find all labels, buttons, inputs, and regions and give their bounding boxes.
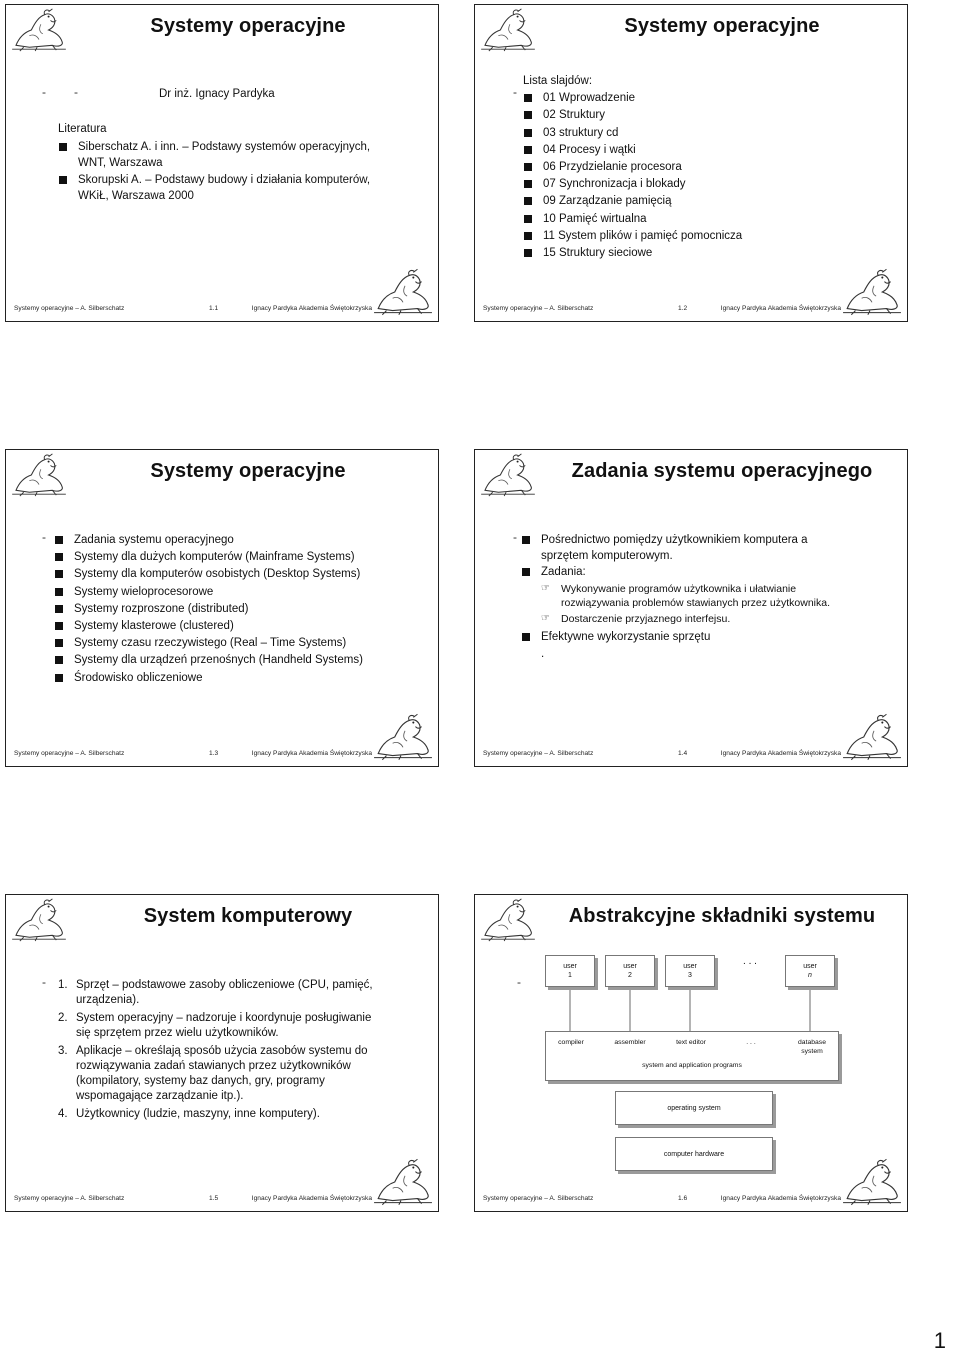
dash-mark: - [513, 530, 517, 544]
user-number: 2 [628, 972, 632, 979]
user-number: 3 [688, 972, 692, 979]
slide-title: Zadania systemu operacyjnego [571, 460, 873, 482]
slide-title: Abstrakcyjne składniki systemu [568, 905, 876, 927]
dash-mark: - [42, 85, 46, 99]
pointing-hand-icon: ☞ [541, 583, 550, 594]
slide-author: Dr inż. Ignacy Pardyka [159, 88, 275, 100]
sub-item [541, 612, 857, 626]
page-number: 1 [933, 1328, 946, 1353]
literature-heading: Literatura [58, 123, 107, 135]
footer-source: Systemy operacyjne – A. Silberschatz [14, 1195, 125, 1202]
numbered-item [58, 978, 378, 1008]
bullet-item: 15 Struktury sieciowe [523, 245, 837, 262]
user-box [545, 955, 595, 987]
slide-title: Systemy operacyjne [624, 15, 820, 37]
slide-1 [5, 4, 439, 322]
item-number: 3. [58, 1045, 68, 1057]
slide-list-heading: Lista slajdów: [523, 75, 593, 87]
app-assembler: assembler [614, 1039, 646, 1046]
bullet-item: 01 Wprowadzenie [523, 90, 837, 107]
users-ellipsis: . . . [743, 956, 757, 967]
sub-item-text: Wykonywanie programów użytkownika i ułatwianie rozwiązywania problemów stawianych przez użytkownika. [561, 583, 831, 609]
numbered-item [58, 1011, 378, 1041]
dinosaur-logo-icon [9, 7, 69, 53]
slide-3 [5, 449, 439, 767]
bullet-item: Systemy wieloprocesorowe [54, 584, 398, 601]
bullet-item: Efektywne wykorzystanie sprzętu [521, 629, 857, 645]
bullet-item: Pośrednictwo pomiędzy użytkownikiem komputera a sprzętem komputerowym. [521, 532, 857, 564]
footer-author: Ignacy Pardyka Akademia Świętokrzyska [251, 1195, 372, 1202]
sub-item [541, 582, 857, 610]
footer-slide-number: 1.6 [678, 1195, 688, 1202]
slide-footer [14, 305, 430, 315]
pointing-hand-icon: ☞ [541, 613, 550, 624]
item-text: Aplikacje – określają sposób użycia zasobów systemu do rozwiązywania zadań stawianych przez użytkowników (kompilatory, systemy baz danych, gry, programy wspomagające zarządzanie itp.). [76, 1045, 368, 1102]
user-label: user [683, 963, 697, 970]
dash-mark: - [42, 975, 46, 989]
footer-slide-number: 1.5 [209, 1195, 219, 1202]
bullet-item: Zadania systemu operacyjnego [54, 532, 398, 549]
user-label: user [623, 963, 637, 970]
bullet-item: Systemy dla urządzeń przenośnych (Handheld Systems) [54, 652, 398, 669]
bullet-item: Środowisko obliczeniowe [54, 670, 398, 687]
user-box [785, 955, 835, 987]
dash-mark: - [74, 85, 78, 99]
bullet-item: 10 Pamięć wirtualna [523, 211, 837, 228]
slide-footer [14, 1195, 430, 1205]
application-layer-label: system and application programs [642, 1062, 742, 1069]
user-number: n [808, 972, 812, 979]
item-number: 1. [58, 979, 68, 991]
footer-slide-number: 1.2 [678, 305, 688, 312]
slide-6 [474, 894, 908, 1212]
sub-item-text: Dostarczenie przyjaznego interfejsu. [561, 613, 731, 625]
footer-source: Systemy operacyjne – A. Silberschatz [14, 750, 125, 757]
user-label: user [803, 963, 817, 970]
bullet-item: 06 Przydzielanie procesora [523, 159, 837, 176]
bullet-item: 09 Zarządzanie pamięcią [523, 193, 837, 210]
app-compiler: compiler [558, 1039, 584, 1046]
bullet-item: Siberschatz A. i inn. – Podstawy systemów operacyjnych, WNT, Warszawa [58, 139, 388, 172]
item-number: 4. [58, 1108, 68, 1120]
slide-title: Systemy operacyjne [150, 460, 346, 482]
slide-footer [483, 305, 899, 315]
dinosaur-logo-icon [9, 452, 69, 498]
footer-slide-number: 1.3 [209, 750, 219, 757]
bullet-item: Skorupski A. – Podstawy budowy i działania komputerów, WKiŁ, Warszawa 2000 [58, 172, 388, 205]
numbered-item [58, 1107, 378, 1122]
slide-5 [5, 894, 439, 1212]
item-text: Użytkownicy (ludzie, maszyny, inne komputery). [76, 1108, 320, 1120]
footer-author: Ignacy Pardyka Akademia Świętokrzyska [251, 305, 372, 312]
bullet-item: Systemy dla komputerów osobistych (Desktop Systems) [54, 566, 398, 583]
footer-source: Systemy operacyjne – A. Silberschatz [483, 1195, 594, 1202]
bullet-item: Systemy klasterowe (clustered) [54, 618, 398, 635]
bullet-item: 04 Procesy i wątki [523, 142, 837, 159]
slide-title: System komputerowy [143, 905, 353, 927]
dinosaur-logo-icon [478, 897, 538, 943]
footer-slide-number: 1.4 [678, 750, 688, 757]
footer-source: Systemy operacyjne – A. Silberschatz [14, 305, 125, 312]
slide-title: Systemy operacyjne [150, 15, 346, 37]
dash-mark: - [517, 975, 521, 989]
bullet-item: Zadania: [521, 564, 857, 580]
application-layer-box [545, 1031, 839, 1081]
app-ellipsis: . . . [746, 1039, 756, 1046]
bullet-item: 11 System plików i pamięć pomocnicza [523, 228, 837, 245]
item-number: 2. [58, 1012, 68, 1024]
bullet-item: Systemy dla dużych komputerów (Mainframe Systems) [54, 549, 398, 566]
footer-author: Ignacy Pardyka Akademia Świętokrzyska [251, 750, 372, 757]
dinosaur-logo-icon [478, 452, 538, 498]
bullet-item: Systemy czasu rzeczywistego (Real – Time Systems) [54, 635, 398, 652]
slide-footer [14, 750, 430, 760]
dinosaur-logo-icon [9, 897, 69, 943]
numbered-item [58, 1044, 378, 1104]
app-text-editor: text editor [676, 1039, 706, 1046]
bullet-item: 02 Struktury [523, 107, 837, 124]
user-number: 1 [568, 972, 572, 979]
footer-source: Systemy operacyjne – A. Silberschatz [483, 750, 594, 757]
slide-footer [483, 1195, 899, 1205]
footer-author: Ignacy Pardyka Akademia Świętokrzyska [720, 305, 841, 312]
item-text: System operacyjny – nadzoruje i koordynuje posługiwanie się sprzętem przez wielu użytkowników. [76, 1012, 372, 1039]
system-components-diagram [545, 955, 845, 1179]
dash-mark: - [42, 530, 46, 544]
user-box [605, 955, 655, 987]
bullet-item: Systemy rozproszone (distributed) [54, 601, 398, 618]
footer-slide-number: 1.1 [209, 305, 219, 312]
dinosaur-logo-icon [478, 7, 538, 53]
dash-mark: - [513, 85, 517, 99]
item-text: Sprzęt – podstawowe zasoby obliczeniowe (CPU, pamięć, urządzenia). [76, 979, 373, 1006]
footer-author: Ignacy Pardyka Akademia Świętokrzyska [720, 750, 841, 757]
user-label: user [563, 963, 577, 970]
footer-author: Ignacy Pardyka Akademia Świętokrzyska [720, 1195, 841, 1202]
slide-footer [483, 750, 899, 760]
computer-hardware-box: computer hardware [615, 1137, 773, 1171]
stray-dot: . [541, 648, 545, 660]
operating-system-box: operating system [615, 1091, 773, 1125]
user-box [665, 955, 715, 987]
slide-4 [474, 449, 908, 767]
app-database-system: database system [798, 1039, 826, 1055]
slide-2 [474, 4, 908, 322]
footer-source: Systemy operacyjne – A. Silberschatz [483, 305, 594, 312]
bullet-item: 07 Synchronizacja i blokady [523, 176, 837, 193]
bullet-item: 03 struktury cd [523, 125, 837, 142]
